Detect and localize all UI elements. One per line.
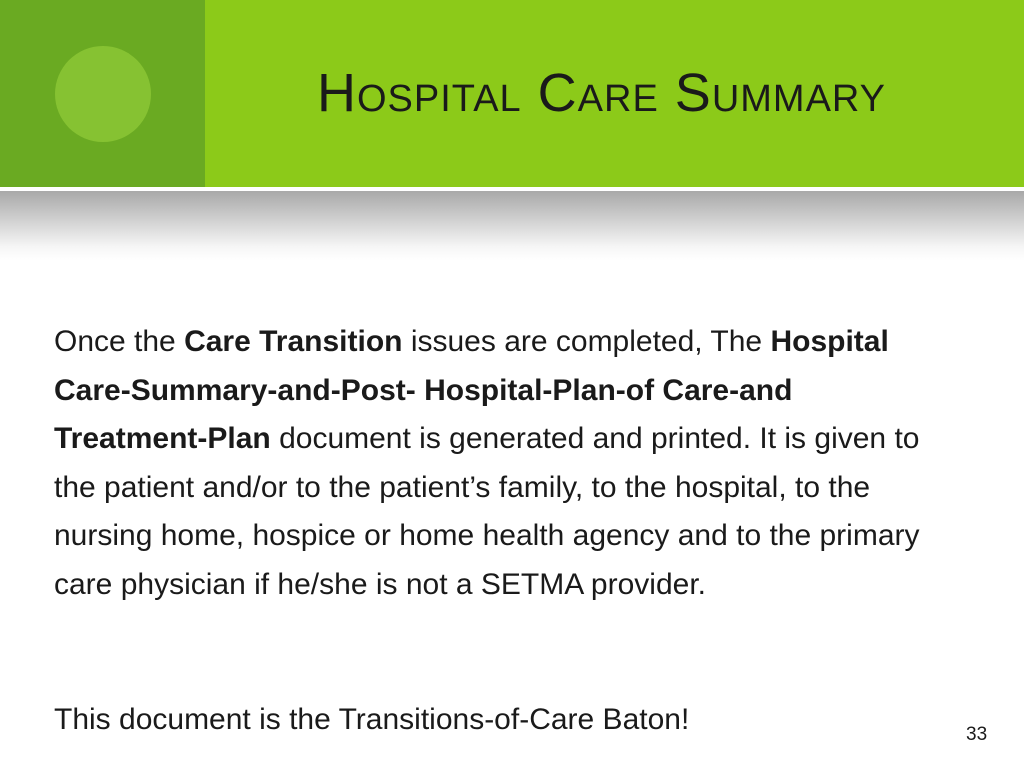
paragraph-bold-document-name: Hospital Care-Summary-and-Post- Hospital-Plan-of Care-and Treatment-Plan xyxy=(54,325,889,455)
paragraph-text-3: document is generated and printed. It is given to the patient and/or to the patient’s family, to the hospital, to the nursing home, hospice or home health agency and to the primary care physician if he/she is not a SETMA provider. xyxy=(54,422,920,601)
page-number: 33 xyxy=(966,724,988,745)
slide-title: Hospital Care Summary xyxy=(317,63,887,123)
header-side-panel xyxy=(0,0,205,187)
gradient-band xyxy=(0,191,1024,261)
paragraph-bold-care-transition: Care Transition xyxy=(184,325,403,358)
paragraph-text-2: issues are completed, The xyxy=(402,325,771,358)
body-paragraph xyxy=(54,318,954,609)
decorative-circle xyxy=(55,46,151,142)
header-bar xyxy=(205,0,1024,187)
paragraph-text-1: Once the xyxy=(54,325,185,358)
closing-statement: This document is the Transitions-of-Care Baton! xyxy=(54,703,690,736)
